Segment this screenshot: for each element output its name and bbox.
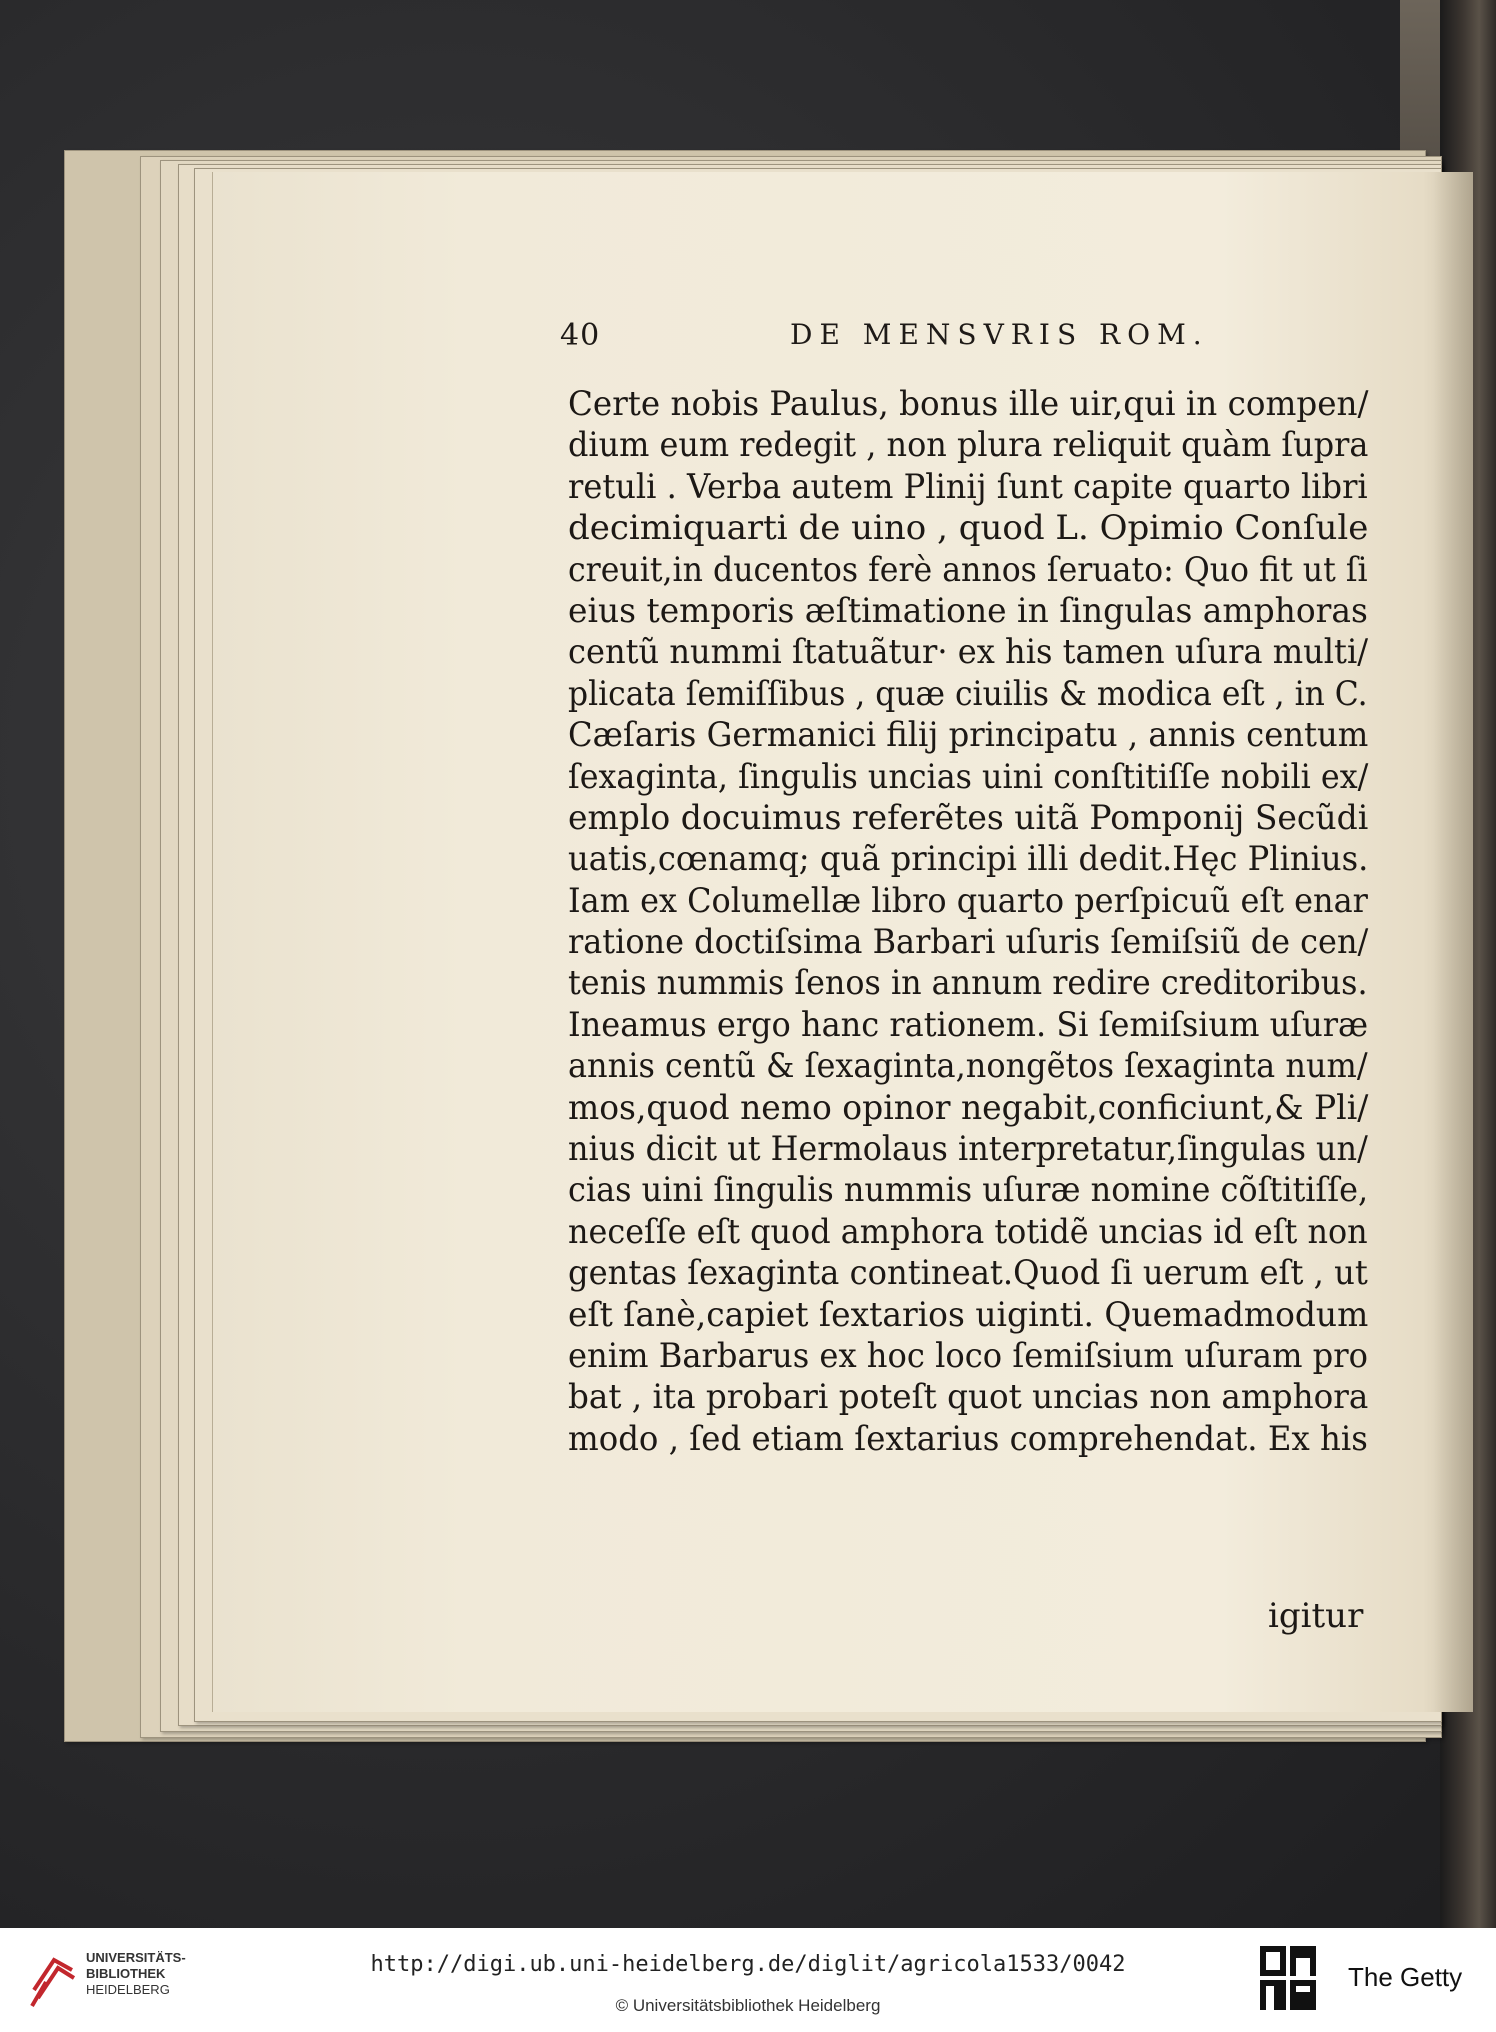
permalink-url[interactable]: http://digi.ub.uni-heidelberg.de/diglit/agricola1533/0042 bbox=[370, 1952, 1126, 1977]
library-name-line1: UNIVERSITÄTS- bbox=[86, 1950, 186, 1965]
text-line: creuit,in ducentos ferè annos ſeruato: Quo fit ut ſi bbox=[568, 549, 1368, 590]
text-line: mos,quod nemo opinor negabit,conficiunt,& Pli/ bbox=[568, 1087, 1369, 1128]
text-line: Certe nobis Paulus, bonus ille uir,qui in compen/ bbox=[568, 384, 1369, 424]
page-header bbox=[560, 318, 1360, 358]
running-title: DE MENSVRIS ROM. bbox=[790, 318, 1209, 351]
text-line: modo , ſed etiam ſextarius comprehendat. Ex his bbox=[568, 1418, 1368, 1459]
body-text bbox=[568, 384, 1368, 1460]
gutter-shadow bbox=[1433, 172, 1473, 1712]
text-line: ſexaginta, ſingulis uncias uini conſtitiſſe nobili ex/ bbox=[568, 756, 1369, 797]
text-line: Cæſaris Germanici filij principatu , annis centum bbox=[568, 715, 1369, 756]
text-line: ratione doctiſsima Barbari uſuris ſemiſsiũ de cen/ bbox=[568, 922, 1369, 963]
text-line: emplo docuimus referẽtes uitã Pomponij Secũdi bbox=[568, 797, 1369, 838]
library-name-line2: BIBLIOTHEK bbox=[86, 1966, 166, 1981]
text-line: nius dicit ut Hermolaus interpretatur,ſingulas un/ bbox=[568, 1129, 1368, 1170]
catchword: igitur bbox=[1268, 1596, 1364, 1636]
text-line: dium eum redegit , non plura reliquit quàm ſupra bbox=[568, 425, 1369, 466]
text-line: cias uini ſingulis nummis uſuræ nomine cõſtitiſſe, bbox=[568, 1170, 1369, 1211]
text-line: bat , ita probari poteſt quot uncias non amphora bbox=[568, 1377, 1369, 1418]
text-line: uatis,cœnamq; quã principi illi dedit.Hęc Plinius. bbox=[568, 839, 1369, 880]
text-line: enim Barbarus ex hoc loco ſemiſsium uſuram pro bbox=[568, 1335, 1368, 1376]
text-line: Iam ex Columellæ libro quarto perſpicuũ eſt enar bbox=[568, 880, 1368, 921]
text-line: tenis nummis ſenos in annum redire creditoribus. bbox=[568, 963, 1368, 1004]
viewer-footer bbox=[0, 1928, 1496, 2032]
text-line: eſt ſanè,capiet ſextarios uiginti. Quemadmodum bbox=[568, 1294, 1369, 1335]
copyright-notice: © Universitätsbibliothek Heidelberg bbox=[615, 1996, 881, 2015]
text-line: neceſſe eſt quod amphora totidẽ uncias id eſt non bbox=[568, 1211, 1368, 1252]
text-line: centũ nummi ſtatuãtur· ex his tamen uſura multi/ bbox=[568, 632, 1369, 673]
text-line: Ineamus ergo hanc rationem. Si ſemiſsium uſuræ bbox=[568, 1004, 1369, 1045]
text-line: decimiquarti de uino , quod L. Opimio Conſule bbox=[568, 508, 1369, 549]
text-line: annis centũ & ſexaginta,nongẽtos ſexaginta num/ bbox=[568, 1046, 1368, 1087]
text-line: eius temporis æſtimatione in ſingulas amphoras bbox=[568, 590, 1368, 631]
text-line: retuli . Verba autem Plinij ſunt capite quarto libri bbox=[568, 466, 1368, 507]
text-line: gentas ſexaginta contineat.Quod ſi uerum eſt , ut bbox=[568, 1253, 1368, 1294]
text-line: plicata ſemiſſibus , quæ ciuilis & modica eſt , in C. bbox=[568, 673, 1368, 714]
getty-label: The Getty bbox=[1348, 1962, 1463, 1992]
getty-logo-icon[interactable] bbox=[1258, 1944, 1318, 2014]
page-number: 40 bbox=[560, 318, 601, 353]
library-name-line3: HEIDELBERG bbox=[86, 1982, 170, 1997]
